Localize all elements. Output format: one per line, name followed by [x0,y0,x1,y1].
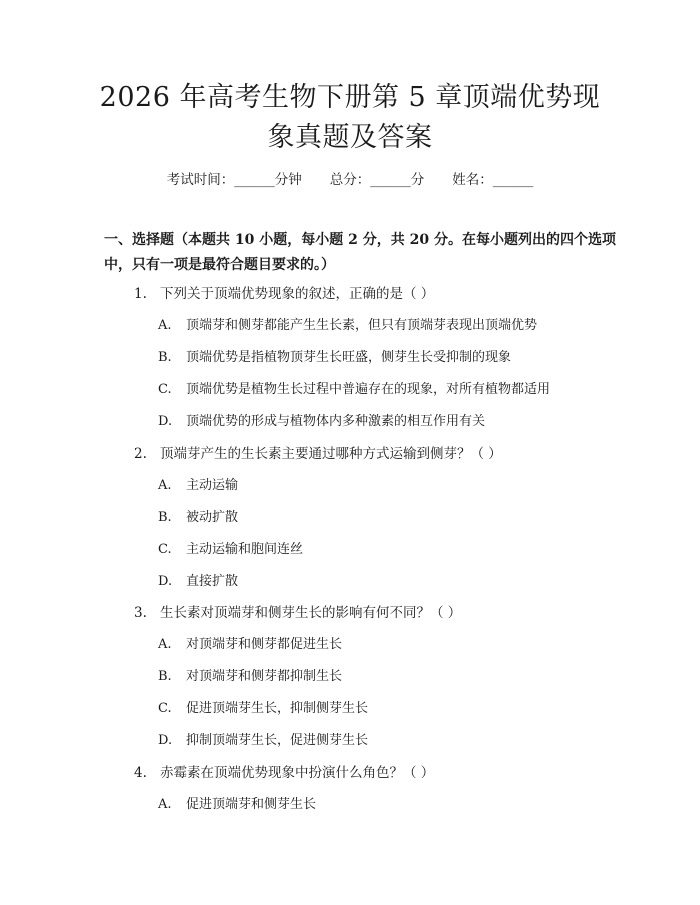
option-text: 被动扩散 [186,510,239,525]
option-letter: B. [158,669,172,684]
option-letter: A. [158,637,172,652]
option-text: 对顶端芽和侧芽都促进生长 [186,637,343,652]
question-text: 生长素对顶端芽和侧芽生长的影响有何不同？（ ） [160,605,462,621]
question-1-option-a [158,314,537,333]
option-text: 顶端优势是植物生长过程中普遍存在的现象，对所有植物都适用 [186,382,551,397]
question-text: 顶端芽产生的生长素主要通过哪种方式运输到侧芽？（ ） [160,446,502,462]
exam-time-field: 考试时间：______分钟 [166,172,302,188]
option-text: 主动运输 [186,478,239,493]
option-text: 顶端芽和侧芽都能产生生长素，但只有顶端芽表现出顶端优势 [186,318,538,333]
option-letter: C. [158,542,172,557]
option-text: 对顶端芽和侧芽都抑制生长 [186,669,343,684]
question-text: 赤霉素在顶端优势现象中扮演什么角色？（ ） [160,765,435,781]
option-letter: D. [158,574,173,589]
total-score-field: 总分：______分 [329,172,425,188]
option-letter: D. [158,414,173,429]
option-text: 抑制顶端芽生长，促进侧芽生长 [186,733,369,748]
option-letter: B. [158,350,172,365]
question-3 [134,601,461,621]
exam-meta-line [0,168,700,188]
question-2-option-b [158,506,238,525]
option-text: 顶端优势的形成与植物体内多种激素的相互作用有关 [186,414,486,429]
question-4-option-a [158,793,316,812]
option-text: 直接扩散 [186,574,239,589]
question-number: 1. [134,286,147,302]
question-1-option-b [158,346,511,365]
question-3-option-c [158,697,368,716]
option-letter: A. [158,318,172,333]
option-text: 促进顶端芽和侧芽生长 [186,797,317,812]
question-2-option-d [158,570,238,589]
question-2-option-c [158,538,303,557]
question-3-option-b [158,665,342,684]
question-2-option-a [158,474,238,493]
option-text: 主动运输和胞间连丝 [186,542,304,557]
document-title: 2026 年高考生物下册第 5 章顶端优势现象真题及答案 [99,82,601,153]
question-2 [134,442,502,462]
question-number: 2. [134,446,147,462]
question-1-option-c [158,378,550,397]
question-3-option-a [158,633,342,652]
question-number: 3. [134,605,147,621]
option-letter: B. [158,510,172,525]
section-heading: 一、选择题（本题共 10 小题，每小题 2 分，共 20 分。在每小题列出的四个选项中，只有一项是最符合题目要求的。） [104,232,616,273]
question-1-option-d [158,410,485,429]
question-number: 4. [134,765,147,781]
student-name-field: 姓名：______ [452,172,534,188]
option-letter: A. [158,797,172,812]
question-text: 下列关于顶端优势现象的叙述，正确的是（ ） [160,286,435,302]
question-1 [134,282,434,302]
question-3-option-d [158,729,368,748]
option-letter: A. [158,478,172,493]
option-text: 促进顶端芽生长，抑制侧芽生长 [186,701,369,716]
option-letter: D. [158,733,173,748]
option-letter: C. [158,701,172,716]
option-text: 顶端优势是指植物顶芽生长旺盛，侧芽生长受抑制的现象 [186,350,512,365]
question-4 [134,761,434,781]
option-letter: C. [158,382,172,397]
